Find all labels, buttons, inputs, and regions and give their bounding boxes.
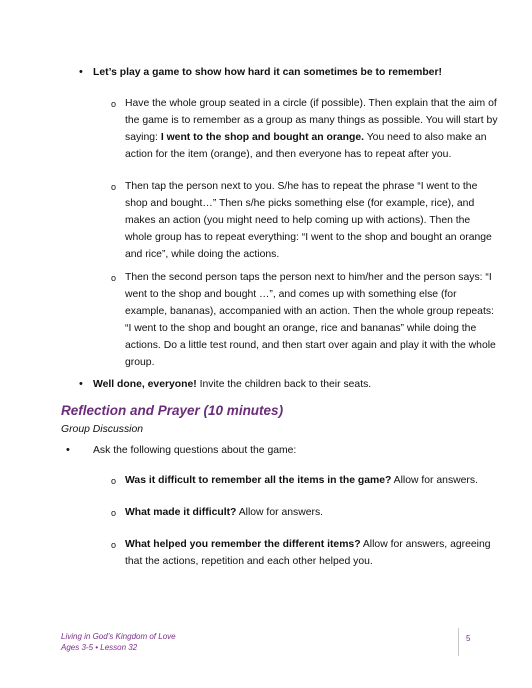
step-1-line-3 [125, 129, 486, 146]
step-2-line-3: makes an action (you might need to help coming up with actions). Then the [125, 215, 471, 226]
question-2-rest: Allow for answers. [236, 507, 324, 518]
footer-divider [458, 628, 459, 656]
question-3 [125, 536, 491, 553]
question-1-rest: Allow for answers. [391, 475, 478, 486]
sub-bullet: o [111, 99, 117, 109]
page-number: 5 [466, 634, 471, 643]
footer-title: Living in God’s Kingdom of Love [61, 632, 176, 641]
question-3-rest: Allow for answers, agreeing [360, 539, 491, 550]
step-2-line-4: whole group has to repeat everything: “I went to the shop and bought an orange [125, 232, 492, 243]
subsection-title: Group Discussion [61, 424, 144, 435]
sub-bullet: o [111, 273, 117, 283]
question-2 [125, 504, 323, 521]
well-done-rest: Invite the children back to their seats. [196, 379, 372, 390]
sub-bullet: o [111, 182, 117, 192]
step-1-line-1: Have the whole group seated in a circle (if possible). Then explain that the aim of [125, 98, 497, 109]
bullet-dot: • [66, 444, 70, 456]
step-1-line-4: action for the item (orange), and then everyone has to repeat after you. [125, 149, 452, 160]
section-title: Reflection and Prayer (10 minutes) [61, 403, 284, 418]
well-done-bold: Well done, everyone! [93, 379, 197, 390]
question-2-bold: What made it difficult? [125, 507, 237, 518]
question-3-line-2: that the actions, repetition and each other helped you. [125, 556, 373, 567]
well-done-line [93, 376, 371, 393]
step-3-line-4: “I went to the shop and bought an orange, rice and bananas” while doing the [125, 323, 477, 334]
sub-bullet: o [111, 540, 117, 550]
step-1-text: saying: [125, 132, 161, 143]
footer-subtitle: Ages 3-5 • Lesson 32 [61, 643, 138, 652]
game-intro-heading: Let’s play a game to show how hard it can sometimes be to remember! [93, 67, 442, 78]
question-3-bold: What helped you remember the different items? [125, 539, 361, 550]
step-2-line-5: and rice”, while doing the actions. [125, 249, 280, 260]
bullet-dot: • [79, 66, 83, 78]
reflection-intro: Ask the following questions about the game: [93, 445, 297, 456]
bullet-dot: • [79, 378, 83, 390]
step-3-line-3: example, bananas), accompanied with an action. Then the whole group repeats: [125, 306, 494, 317]
step-3-line-5: actions. Do a little test round, and then start over again and play it with the whole [125, 340, 496, 351]
phrase-orange: I went to the shop and bought an orange. [160, 132, 364, 143]
question-1-bold: Was it difficult to remember all the items in the game? [125, 475, 392, 486]
step-3-line-6: group. [125, 357, 155, 368]
step-2-line-1: Then tap the person next to you. S/he has to repeat the phrase “I went to the [125, 181, 478, 192]
sub-bullet: o [111, 508, 117, 518]
step-3-line-2: went to the shop and bought …”, and comes up with something else (for [125, 289, 457, 300]
step-1-line-2: the game is to remember as a group as many things as possible. You will start by [125, 115, 498, 126]
step-3-line-1: Then the second person taps the person next to him/her and the person says: “I [125, 272, 492, 283]
step-2-line-2: shop and bought…” Then s/he picks something else (for example, rice), and [125, 198, 475, 209]
question-1 [125, 472, 478, 489]
step-1-text: You need to also make an [364, 132, 487, 143]
sub-bullet: o [111, 476, 117, 486]
